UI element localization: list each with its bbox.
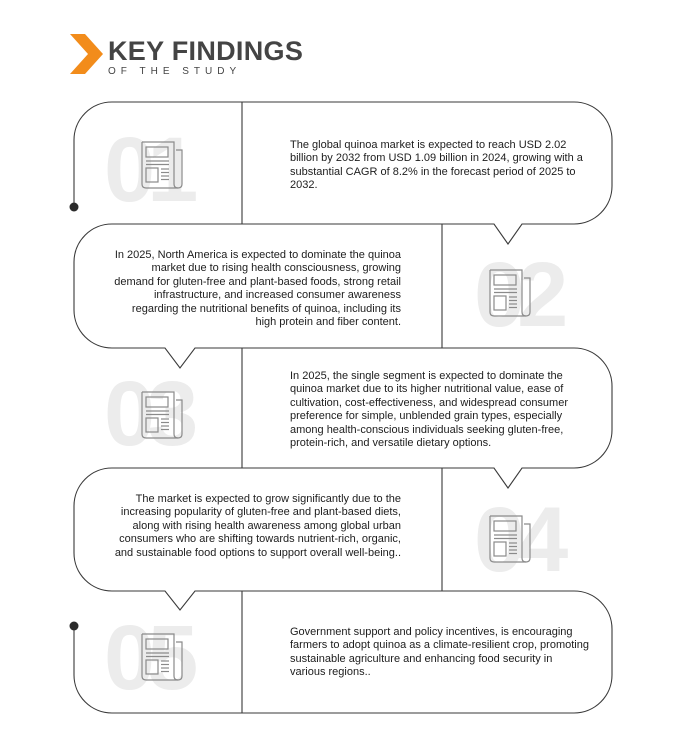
finding-text: The global quinoa market is expected to reach USD 2.02 billion by 2032 from USD 1.09 billion in 2024, growing with a substantial CAGR of 8.2% in the forecast period of 2025 to 2032. [290, 139, 583, 192]
finding-text: In 2025, North America is expected to dominate the quinoa market due to rising health consciousness, growing demand for gluten-free and plant-based foods, strong retail infrastructure, and increased consumer awareness regarding the nutritional benefits of quinoa, including its high protein and fiber content. [114, 249, 401, 329]
newspaper-icon [486, 268, 532, 320]
finding-text: Government support and policy incentives, is encouraging farmers to adopt quinoa as a climate-resilient crop, promoting sustainable agriculture and enhancing food security in various regions.. [290, 626, 589, 679]
finding-number: 02 [474, 244, 561, 346]
newspaper-icon [138, 632, 184, 684]
page-subtitle: OF THE STUDY [108, 66, 242, 77]
finding-text: In 2025, the single segment is expected to dominate the quinoa market due to its higher nutritional value, ease of cultivation, cost-effectiveness, and widespread consumer preference for simple, unblended grain types, especially among health-conscious individuals seeking gluten-free, protein-rich, and versatile dietary options. [290, 370, 568, 450]
page-title: KEY FINDINGS [108, 36, 304, 66]
finding-text: The market is expected to grow significantly due to the increasing popularity of gluten-free and plant-based diets, along with rising health awareness among global urban consumers who are shifting towards nutrient-rich, organic, and sustainable food options to support overall well-being.. [114, 493, 401, 559]
finding-number: 05 [104, 607, 191, 709]
finding-number: 04 [474, 489, 561, 591]
timeline-dot [70, 622, 79, 631]
finding-number: 01 [104, 119, 191, 221]
newspaper-icon [138, 390, 184, 442]
newspaper-icon [486, 514, 532, 566]
newspaper-icon [138, 140, 184, 192]
finding-number: 03 [104, 363, 191, 465]
timeline-dot [70, 203, 79, 212]
